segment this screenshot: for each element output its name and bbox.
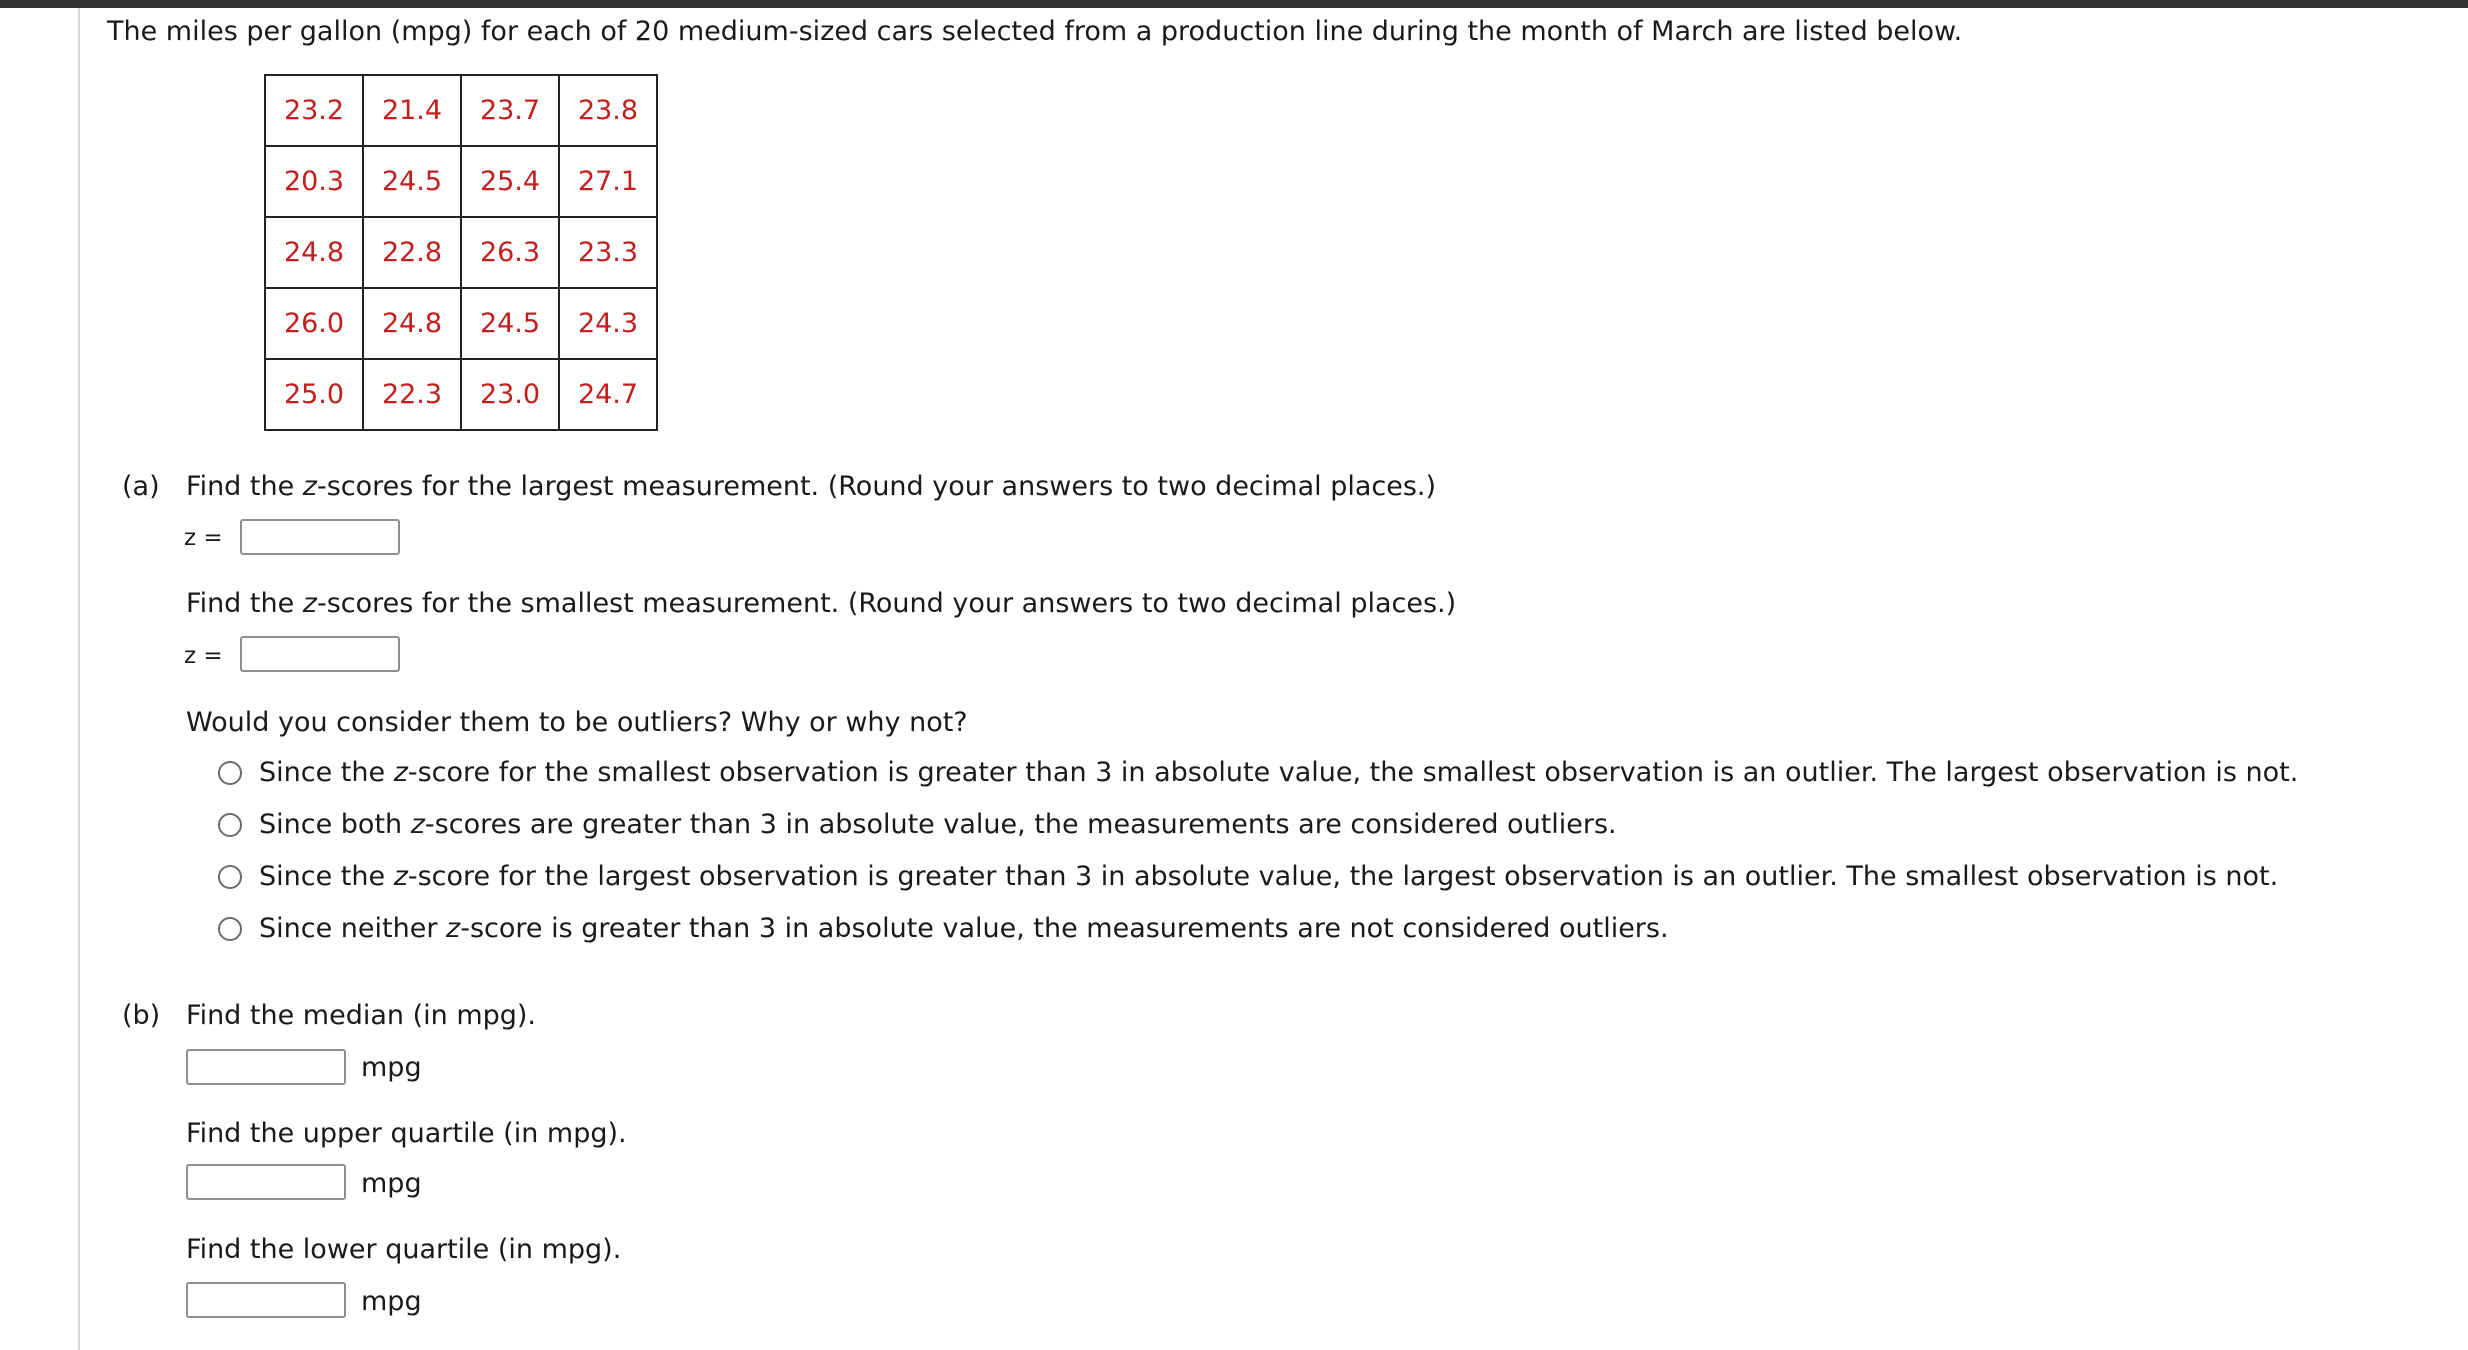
z-largest-input[interactable] (240, 519, 400, 555)
table-cell: 24.3 (559, 288, 657, 359)
table-row (265, 288, 657, 359)
radio-button-icon[interactable] (218, 865, 242, 889)
upper-quartile-input[interactable] (186, 1164, 346, 1200)
lower-quartile-input[interactable] (186, 1282, 346, 1318)
radio-button-icon[interactable] (218, 917, 242, 941)
table-cell: 27.1 (559, 146, 657, 217)
outlier-option-2[interactable] (218, 805, 1617, 845)
problem-intro: The miles per gallon (mpg) for each of 20 medium-sized cars selected from a production line during the month of March are listed below. (107, 16, 1963, 47)
table-cell: 24.8 (265, 217, 363, 288)
left-border-line (78, 8, 80, 1350)
outlier-option-4[interactable] (218, 909, 1669, 949)
table-cell: 23.8 (559, 75, 657, 146)
table-cell: 25.0 (265, 359, 363, 430)
table-cell: 26.3 (461, 217, 559, 288)
table-cell: 21.4 (363, 75, 461, 146)
z-smallest-input[interactable] (240, 636, 400, 672)
table-cell: 24.5 (363, 146, 461, 217)
table-cell: 22.8 (363, 217, 461, 288)
outlier-question: Would you consider them to be outliers? Why or why not? (186, 707, 968, 738)
table-row (265, 75, 657, 146)
top-bar (0, 0, 2468, 8)
part-b-label: (b) (122, 1000, 161, 1031)
table-cell: 25.4 (461, 146, 559, 217)
table-cell: 23.3 (559, 217, 657, 288)
table-row (265, 146, 657, 217)
z-largest-label: z = (184, 525, 223, 551)
z-smallest-label: z = (184, 643, 223, 669)
upper-quartile-question: Find the upper quartile (in mpg). (186, 1118, 627, 1149)
upper-quartile-unit: mpg (361, 1168, 422, 1199)
table-cell: 23.0 (461, 359, 559, 430)
table-cell: 22.3 (363, 359, 461, 430)
table-cell: 24.8 (363, 288, 461, 359)
lower-quartile-question: Find the lower quartile (in mpg). (186, 1234, 622, 1265)
z-smallest-question: Find the z-scores for the smallest measurement. (Round your answers to two decimal places.) (186, 588, 1457, 619)
table-cell: 24.7 (559, 359, 657, 430)
radio-button-icon[interactable] (218, 761, 242, 785)
outlier-option-3[interactable] (218, 857, 2278, 897)
mpg-data-table (264, 74, 658, 431)
radio-button-icon[interactable] (218, 813, 242, 837)
table-cell: 26.0 (265, 288, 363, 359)
median-question: Find the median (in mpg). (186, 1000, 537, 1031)
outlier-option-1[interactable] (218, 753, 2298, 793)
median-unit: mpg (361, 1052, 422, 1083)
option-text: Since neither z-score is greater than 3 in absolute value, the measurements are not considered outliers. (259, 913, 1669, 944)
lower-quartile-unit: mpg (361, 1286, 422, 1317)
median-input[interactable] (186, 1049, 346, 1085)
table-cell: 23.2 (265, 75, 363, 146)
part-a-label: (a) (122, 471, 160, 502)
option-text: Since the z-score for the smallest observation is greater than 3 in absolute value, the smallest observation is an outlier. The largest observation is not. (259, 757, 2299, 788)
table-cell: 20.3 (265, 146, 363, 217)
option-text: Since both z-scores are greater than 3 in absolute value, the measurements are considered outliers. (259, 809, 1617, 840)
table-cell: 23.7 (461, 75, 559, 146)
table-row (265, 359, 657, 430)
z-largest-question: Find the z-scores for the largest measurement. (Round your answers to two decimal places.) (186, 471, 1437, 502)
table-cell: 24.5 (461, 288, 559, 359)
table-row (265, 217, 657, 288)
option-text: Since the z-score for the largest observation is greater than 3 in absolute value, the largest observation is an outlier. The smallest observation is not. (259, 861, 2279, 892)
